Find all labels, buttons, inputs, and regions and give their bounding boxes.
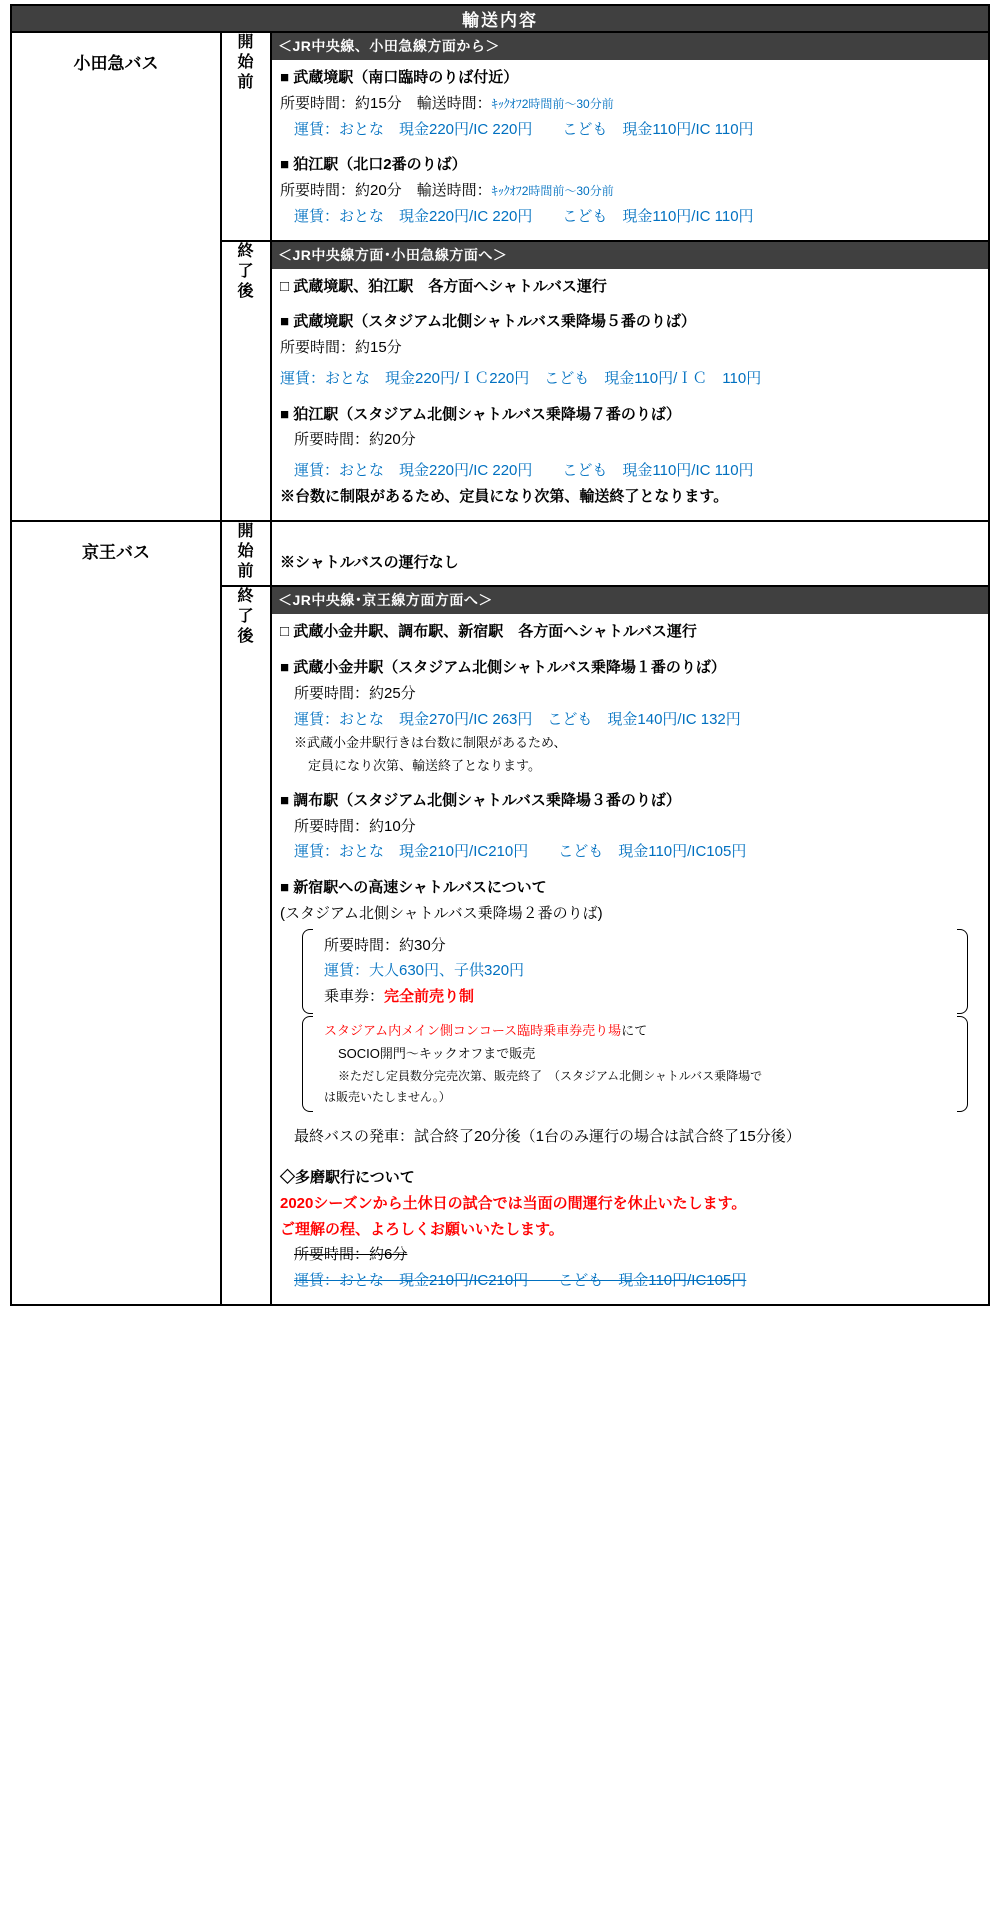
tama-notice: 2020シーズンから土休日の試合では当面の間運行を休止いたします。: [280, 1194, 747, 1212]
keio-after-subhead: ＜JR中央線･京王線方面方面へ＞: [272, 587, 988, 614]
keio-before-note: ※シャトルバスの運行なし: [280, 553, 459, 571]
shinjuku-ticket-value: 完全前売り制: [384, 988, 475, 1006]
phase-label-char: 後: [237, 282, 255, 300]
tama-fare-struck: 運賃：おとな 現金210円/IC210円 こども 現金110円/IC105円: [294, 1272, 747, 1290]
station-name: ■ 武蔵境駅（南口臨時のりば付近）: [280, 69, 519, 86]
phase-keio-before: [221, 521, 271, 587]
row-odakyu-before: [11, 32, 989, 241]
station-time-label: 所要時間：約15分 輸送時間：: [280, 94, 492, 112]
company-odakyu: 小田急バス: [11, 32, 221, 521]
phase-label-char: 開: [237, 522, 255, 540]
station-name: ■ 狛江駅（北口2番のりば）: [280, 156, 467, 174]
keio-after-content: [271, 586, 989, 1305]
transport-table: [10, 4, 990, 1306]
shinjuku-ticket: [316, 984, 958, 1010]
phase-label-char: 終: [237, 242, 255, 260]
phase-label-char: 開: [237, 34, 255, 51]
tama-notice: ご理解の程、よろしくお願いいたします。: [280, 1220, 564, 1238]
odakyu-after-content: [271, 241, 989, 521]
table-header-row: [11, 5, 989, 32]
keio-before-content: [271, 521, 989, 587]
station-note: ※武蔵小金井駅行きは台数に制限があるため、: [294, 735, 567, 751]
station-time-value: ｷｯｸｵﾌ2時間前～30分前: [491, 96, 614, 111]
shinjuku-sale-place-text: スタジアム内メイン側コンコース臨時乗車券売り場: [324, 1022, 622, 1038]
shinjuku-place: (スタジアム北側シャトルバス乗降場２番のりば): [280, 904, 603, 922]
phase-label-char: 了: [237, 608, 255, 626]
station-time: [272, 91, 988, 117]
keio-after-intro: □ 武蔵小金井駅、調布駅、新宿駅 各方面へシャトルバス運行: [280, 623, 697, 641]
odakyu-after-subhead: ＜JR中央線方面･小田急線方面へ＞: [272, 242, 988, 269]
station-time-label: 所要時間：約20分 輸送時間：: [280, 182, 492, 199]
station-time: 所要時間：約20分: [294, 431, 416, 449]
shinjuku-ticket-label: 乗車券：: [324, 988, 385, 1006]
station-fare: 運賃：おとな 現金270円/IC 263円 こども 現金140円/IC 132円: [294, 710, 741, 728]
transport-info-page: [0, 4, 1000, 1306]
odakyu-before-content: [271, 32, 989, 241]
phase-label-char: 始: [237, 542, 255, 560]
phase-label-char: 後: [237, 628, 255, 646]
shinjuku-detail-bracket: [302, 929, 958, 1014]
phase-label-char: 終: [237, 588, 255, 606]
station-note: 定員になり次第、輸送終了となります。: [308, 758, 541, 774]
row-keio-before: [11, 521, 989, 587]
shinjuku-sale-time: SOCIO開門～キックオフまで販売: [338, 1045, 536, 1061]
phase-odakyu-before: [221, 32, 271, 241]
shinjuku-time: 所要時間：約30分: [324, 936, 446, 954]
odakyu-after-note: ※台数に制限があるため、定員になり次第、輸送終了となります。: [280, 487, 729, 505]
shinjuku-sale-note: は販売いたしません。）: [324, 1090, 451, 1105]
shinjuku-sale-note: ※ただし定員数分完売次第、販売終了 （スタジアム北側シャトルバス乗降場で: [338, 1068, 763, 1083]
shinjuku-sale-place: [316, 1020, 958, 1043]
station-name: ■ 調布駅（スタジアム北側シャトルバス乗降場３番のりば）: [280, 791, 681, 809]
phase-label-char: 前: [237, 562, 255, 580]
phase-odakyu-after: [221, 241, 271, 521]
shinjuku-sale-bracket: [302, 1016, 958, 1112]
shinjuku-title: ■ 新宿駅への高速シャトルバスについて: [280, 879, 547, 897]
phase-label-char: 了: [237, 262, 255, 280]
phase-label-char: 始: [237, 54, 255, 71]
station-fare: 運賃：おとな 現金220円/IC 220円 こども 現金110円/IC 110円: [294, 120, 754, 138]
phase-label-char: 前: [237, 74, 255, 91]
table-title: 輸送内容: [11, 5, 989, 32]
station-fare: 運賃：おとな 現金220円/IC 220円 こども 現金110円/IC 110円: [294, 207, 754, 225]
station-fare: 運賃：おとな 現金220円/ＩＣ220円 こども 現金110円/ＩＣ 110円: [280, 369, 762, 387]
station-time: [272, 178, 988, 204]
odakyu-after-intro: □ 武蔵境駅、狛江駅 各方面へシャトルバス運行: [280, 277, 607, 295]
station-time: 所要時間：約15分: [280, 339, 402, 356]
station-time: 所要時間：約10分: [294, 817, 416, 835]
station-name: ■ 武蔵境駅（スタジアム北側シャトルバス乗降場５番のりば）: [280, 313, 696, 331]
station-time: 所要時間：約25分: [294, 684, 416, 702]
station-fare: 運賃：おとな 現金210円/IC210円 こども 現金110円/IC105円: [294, 843, 747, 861]
phase-keio-after: [221, 586, 271, 1305]
shinjuku-fare: 運賃：大人630円、子供320円: [324, 962, 525, 980]
station-name: ■ 狛江駅（スタジアム北側シャトルバス乗降場７番のりば）: [280, 405, 681, 423]
shinjuku-last-bus: 最終バスの発車：試合終了20分後（1台のみ運行の場合は試合終了15分後）: [294, 1128, 801, 1146]
tama-title: ◇多磨駅行について: [280, 1169, 415, 1187]
tama-time-struck: 所要時間：約6分: [294, 1246, 408, 1264]
odakyu-before-subhead: ＜JR中央線、小田急線方面から＞: [272, 33, 988, 60]
shinjuku-sale-place-suffix: にて: [621, 1022, 648, 1038]
station-time-value: ｷｯｸｵﾌ2時間前～30分前: [491, 184, 614, 198]
company-keio: 京王バス: [11, 521, 221, 1305]
station-name: ■ 武蔵小金井駅（スタジアム北側シャトルバス乗降場１番のりば）: [280, 659, 726, 676]
station-fare: 運賃：おとな 現金220円/IC 220円 こども 現金110円/IC 110円: [294, 462, 754, 479]
